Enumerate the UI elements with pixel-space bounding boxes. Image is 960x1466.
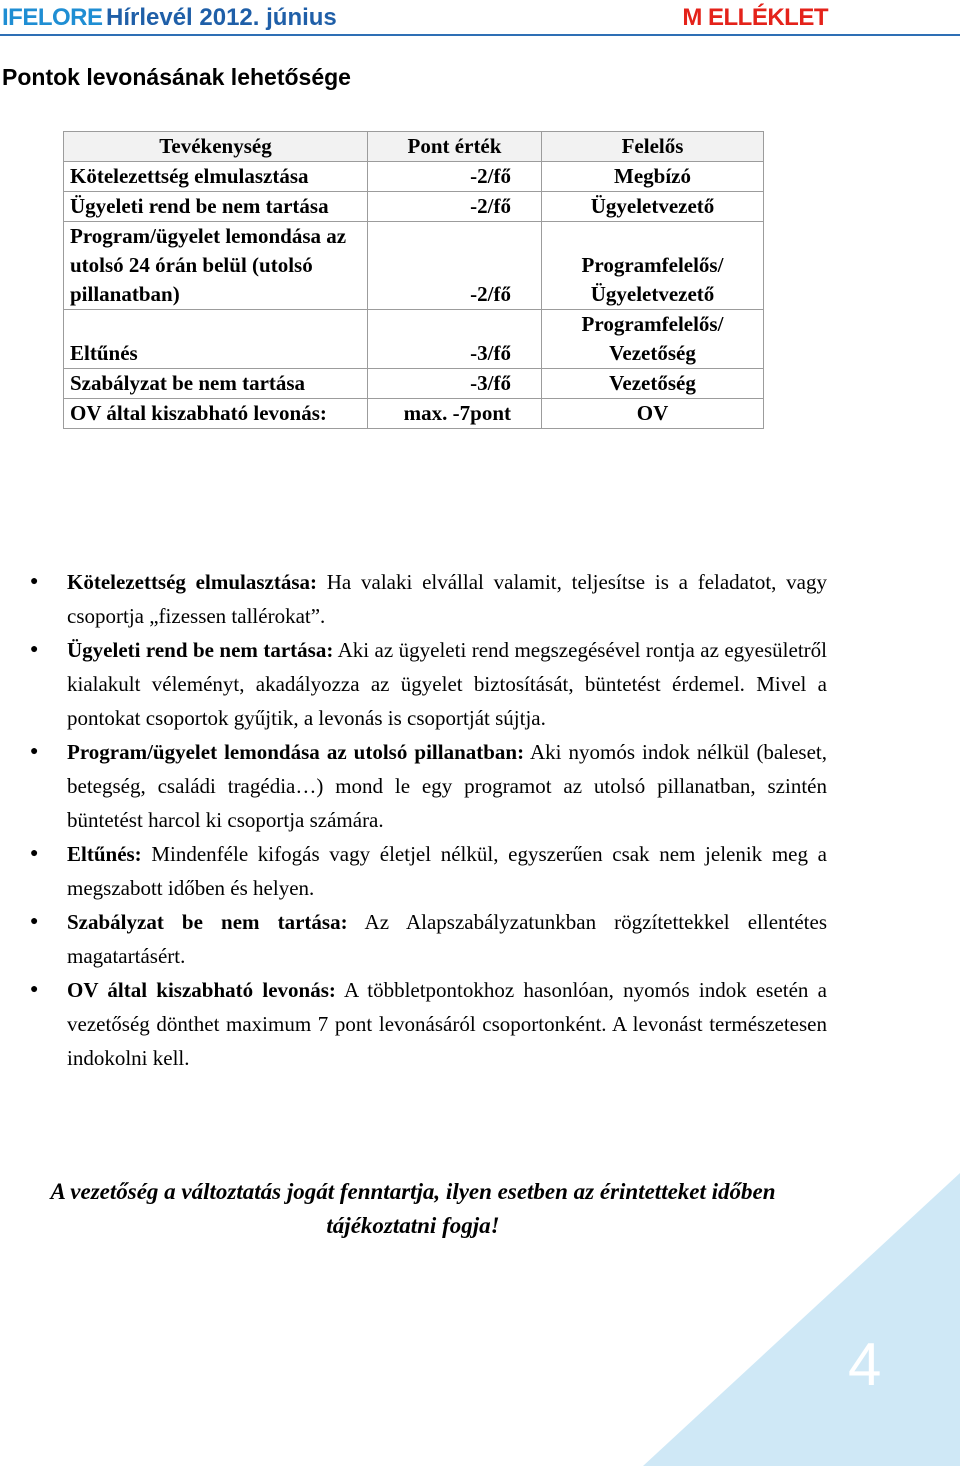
bullet-icon: ● bbox=[30, 914, 39, 929]
cell-responsible: Programfelelős/ Ügyeletvezető bbox=[542, 222, 764, 310]
list-item-term: Szabályzat be nem tartása: bbox=[67, 910, 348, 934]
list-item-text: Aki nyomós indok nélkül (baleset, betegség, családi tragédia…) mond le egy programot az utolsó pillanatban, szintén büntetést harcol ki csoportja számára. bbox=[67, 740, 827, 832]
list-item-term: OV által kiszabható levonás: bbox=[67, 978, 336, 1002]
column-header-activity: Tevékenység bbox=[64, 132, 368, 162]
column-header-points: Pont érték bbox=[368, 132, 542, 162]
bullet-icon: ● bbox=[30, 982, 39, 997]
list-item bbox=[0, 837, 827, 905]
bullet-icon: ● bbox=[30, 744, 39, 759]
cell-activity: Szabályzat be nem tartása bbox=[64, 369, 368, 399]
cell-activity: Kötelezettség elmulasztása bbox=[64, 162, 368, 192]
cell-responsible: OV bbox=[542, 399, 764, 429]
cell-points: -3/fő bbox=[368, 310, 542, 369]
list-item bbox=[0, 735, 827, 837]
cell-points: -2/fő bbox=[368, 162, 542, 192]
list-item bbox=[0, 565, 827, 633]
list-item-term: Kötelezettség elmulasztása: bbox=[67, 570, 317, 594]
bullet-icon: ● bbox=[30, 574, 39, 589]
list-item-text: Ha valaki elvállal valamit, teljesítse is a feladatot, vagy csoportja „fizessen tallérokat”. bbox=[67, 570, 827, 628]
cell-activity: OV által kiszabható levonás: bbox=[64, 399, 368, 429]
appendix-label: M ELLÉKLET bbox=[682, 4, 828, 31]
list-item-text: Az Alapszabályzatunkban rögzítettekkel ellentétes magatartásért. bbox=[67, 910, 828, 968]
list-item-text: Mindenféle kifogás vagy életjel nélkül, egyszerűen csak nem jelenik meg a megszabott időben és helyen. bbox=[67, 842, 827, 900]
brand-name: IFELORE bbox=[2, 4, 103, 31]
page-number: 4 bbox=[848, 1331, 882, 1398]
cell-activity: Ügyeleti rend be nem tartása bbox=[64, 192, 368, 222]
list-item bbox=[0, 973, 827, 1075]
table-row bbox=[64, 222, 764, 310]
bullet-icon: ● bbox=[30, 642, 39, 657]
list-item-term: Ügyeleti rend be nem tartása: bbox=[67, 638, 334, 662]
list-item-text: Aki az ügyeleti rend megszegésével rontja az egyesületről kialakult véleményt, akadályozza az ügyelet biztosítását, büntetést érdemel. Mivel a pontokat csoportok gyűjtik, a levonás is csoportját sújtja. bbox=[67, 638, 827, 730]
list-item bbox=[0, 905, 827, 973]
points-table bbox=[63, 131, 764, 429]
section-title: Pontok levonásának lehetősége bbox=[2, 64, 351, 90]
list-item-text: A többletpontokhoz hasonlóan, nyomós indok esetén a vezetőség dönthet maximum 7 pont levonásáról csoportonként. A levonást természetesen indokolni kell. bbox=[67, 978, 827, 1070]
table-row bbox=[64, 369, 764, 399]
page-header bbox=[0, 0, 960, 36]
column-header-responsible: Felelős bbox=[542, 132, 764, 162]
cell-responsible: Programfelelős/ Vezetőség bbox=[542, 310, 764, 369]
table-header-row bbox=[64, 132, 764, 162]
list-item bbox=[0, 633, 827, 735]
cell-points: -2/fő bbox=[368, 192, 542, 222]
newsletter-title: Hírlevél 2012. június bbox=[106, 4, 337, 31]
notice-line: tájékoztatni fogja! bbox=[326, 1213, 500, 1238]
cell-activity: Eltűnés bbox=[64, 310, 368, 369]
bullet-icon: ● bbox=[30, 846, 39, 861]
cell-points: -2/fő bbox=[368, 222, 542, 310]
table-row bbox=[64, 192, 764, 222]
cell-activity: Program/ügyelet lemondása az utolsó 24 órán belül (utolsó pillanatban) bbox=[64, 222, 368, 310]
list-item-term: Eltűnés: bbox=[67, 842, 142, 866]
cell-points: max. -7pont bbox=[368, 399, 542, 429]
table-row bbox=[64, 399, 764, 429]
cell-responsible: Megbízó bbox=[542, 162, 764, 192]
list-item-term: Program/ügyelet lemondása az utolsó pillanatban: bbox=[67, 740, 525, 764]
notice-line: A vezetőség a változtatás jogát fenntartja, ilyen esetben az érintetteket időben bbox=[50, 1179, 776, 1204]
closing-notice bbox=[0, 1175, 826, 1243]
cell-points: -3/fő bbox=[368, 369, 542, 399]
cell-responsible: Ügyeletvezető bbox=[542, 192, 764, 222]
explanation-list bbox=[0, 565, 960, 1075]
table-row bbox=[64, 162, 764, 192]
cell-responsible: Vezetőség bbox=[542, 369, 764, 399]
table-row bbox=[64, 310, 764, 369]
